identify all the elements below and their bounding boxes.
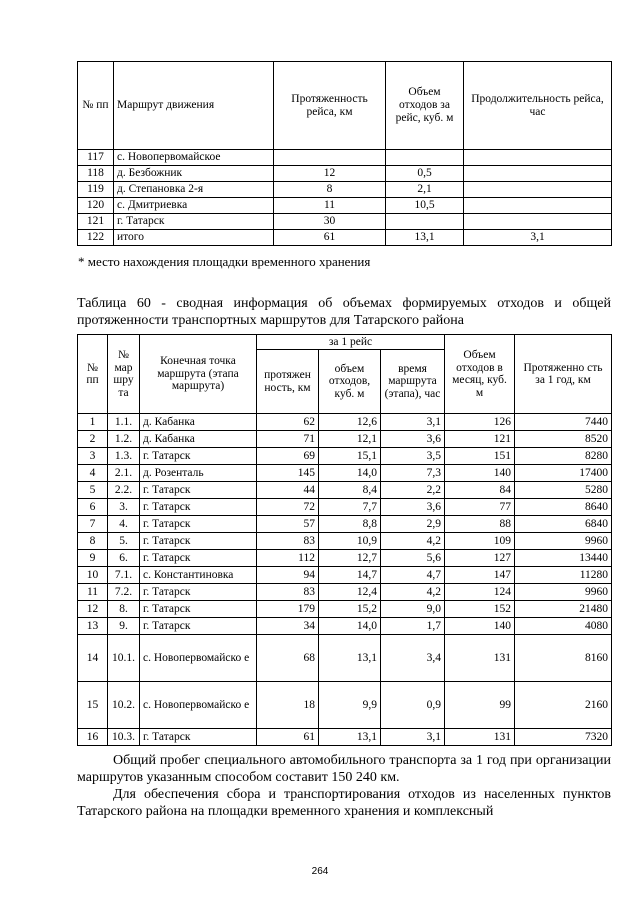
row-number: 3 (78, 448, 108, 465)
table-row (78, 550, 612, 567)
header-endpoint: Конечная точка маршрута (этапа маршрута) (140, 335, 257, 414)
row-route-no: 6. (108, 550, 140, 567)
row-number: 13 (78, 618, 108, 635)
row-route-no: 1.1. (108, 414, 140, 431)
row-volume: 12,4 (319, 584, 381, 601)
row-number: 118 (78, 166, 114, 182)
row-number: 121 (78, 214, 114, 230)
row-volume: 13,1 (386, 230, 464, 246)
row-volume (386, 150, 464, 166)
row-route-no: 3. (108, 499, 140, 516)
row-volume: 12,1 (319, 431, 381, 448)
row-endpoint: с. Новопервомайско е (140, 682, 257, 729)
row-time: 4,7 (381, 567, 445, 584)
row-length: 57 (257, 516, 319, 533)
table-row (78, 182, 612, 198)
row-monthly-volume: 124 (445, 584, 515, 601)
row-volume: 10,9 (319, 533, 381, 550)
row-number: 122 (78, 230, 114, 246)
row-yearly-length: 21480 (515, 601, 612, 618)
row-time: 3,1 (381, 414, 445, 431)
table-row (78, 448, 612, 465)
row-number: 4 (78, 465, 108, 482)
row-time: 3,6 (381, 431, 445, 448)
header-route-no: № мар шру та (108, 335, 140, 414)
row-monthly-volume: 140 (445, 618, 515, 635)
row-length: 72 (257, 499, 319, 516)
row-volume: 14,7 (319, 567, 381, 584)
row-monthly-volume: 140 (445, 465, 515, 482)
row-yearly-length: 7440 (515, 414, 612, 431)
row-yearly-length: 9960 (515, 533, 612, 550)
row-endpoint: г. Татарск (140, 482, 257, 499)
header-length: Протяженность рейса, км (274, 62, 386, 150)
row-endpoint: с. Новопервомайско е (140, 635, 257, 682)
row-number: 8 (78, 533, 108, 550)
row-route-no: 2.1. (108, 465, 140, 482)
row-endpoint: г. Татарск (140, 550, 257, 567)
row-volume: 12,7 (319, 550, 381, 567)
row-time: 5,6 (381, 550, 445, 567)
row-number: 11 (78, 584, 108, 601)
row-number: 120 (78, 198, 114, 214)
row-route: с. Дмитриевка (114, 198, 274, 214)
row-yearly-length: 8280 (515, 448, 612, 465)
row-route-no: 1.2. (108, 431, 140, 448)
row-endpoint: г. Татарск (140, 729, 257, 746)
summary-table-body (78, 414, 612, 746)
row-route: с. Новопервомайское (114, 150, 274, 166)
row-endpoint: с. Константиновка (140, 567, 257, 584)
row-volume (386, 214, 464, 230)
row-length (274, 150, 386, 166)
row-route-no: 5. (108, 533, 140, 550)
row-route-no: 7.2. (108, 584, 140, 601)
row-monthly-volume: 152 (445, 601, 515, 618)
row-time: 4,2 (381, 584, 445, 601)
row-monthly-volume: 126 (445, 414, 515, 431)
row-yearly-length: 8160 (515, 635, 612, 682)
row-time: 9,0 (381, 601, 445, 618)
row-length: 69 (257, 448, 319, 465)
row-number: 117 (78, 150, 114, 166)
table-row (78, 618, 612, 635)
row-volume: 0,5 (386, 166, 464, 182)
row-time: 7,3 (381, 465, 445, 482)
row-length: 18 (257, 682, 319, 729)
caption-line-1: Таблица 60 - сводная информация об объемах формируемых отходов и общей (77, 296, 611, 311)
row-volume: 2,1 (386, 182, 464, 198)
row-route-no: 4. (108, 516, 140, 533)
table-caption (77, 295, 611, 329)
row-monthly-volume: 84 (445, 482, 515, 499)
row-volume: 7,7 (319, 499, 381, 516)
row-monthly-volume: 99 (445, 682, 515, 729)
table-row (78, 682, 612, 729)
row-yearly-length: 13440 (515, 550, 612, 567)
table-row (78, 482, 612, 499)
row-time: 3,1 (381, 729, 445, 746)
row-length: 145 (257, 465, 319, 482)
header-per-trip: за 1 рейс (257, 335, 445, 350)
header-route: Маршрут движения (114, 62, 274, 150)
row-volume: 13,1 (319, 635, 381, 682)
row-number: 10 (78, 567, 108, 584)
row-route-no: 10.3. (108, 729, 140, 746)
row-route-no: 9. (108, 618, 140, 635)
row-number: 14 (78, 635, 108, 682)
row-length: 8 (274, 182, 386, 198)
row-route-no: 1.3. (108, 448, 140, 465)
row-length: 61 (257, 729, 319, 746)
row-length: 61 (274, 230, 386, 246)
row-length: 179 (257, 601, 319, 618)
row-duration (464, 150, 612, 166)
routes-table-body (78, 150, 612, 246)
table-row (78, 214, 612, 230)
row-length: 12 (274, 166, 386, 182)
row-yearly-length: 7320 (515, 729, 612, 746)
header-num: № пп (78, 335, 108, 414)
header-duration: Продолжительность рейса, час (464, 62, 612, 150)
row-yearly-length: 6840 (515, 516, 612, 533)
table-row (78, 230, 612, 246)
row-time: 4,2 (381, 533, 445, 550)
row-monthly-volume: 131 (445, 635, 515, 682)
table-row (78, 516, 612, 533)
summary-table (77, 334, 612, 746)
row-endpoint: г. Татарск (140, 448, 257, 465)
row-endpoint: д. Кабанка (140, 414, 257, 431)
row-monthly-volume: 88 (445, 516, 515, 533)
summary-header-row-1 (78, 335, 612, 350)
row-number: 15 (78, 682, 108, 729)
table-row (78, 198, 612, 214)
row-yearly-length: 2160 (515, 682, 612, 729)
header-monthly-volume: Объем отходов в месяц, куб. м (445, 335, 515, 414)
row-number: 119 (78, 182, 114, 198)
header-volume: Объем отходов за рейс, куб. м (386, 62, 464, 150)
row-duration (464, 182, 612, 198)
row-volume: 14,0 (319, 465, 381, 482)
table-row (78, 533, 612, 550)
row-number: 12 (78, 601, 108, 618)
row-route-no: 2.2. (108, 482, 140, 499)
row-yearly-length: 8520 (515, 431, 612, 448)
row-yearly-length: 4080 (515, 618, 612, 635)
row-yearly-length: 8640 (515, 499, 612, 516)
paragraph-collection: Для обеспечения сбора и транспортирования отходов из населенных пунктов Татарского района на площадки временного хранения и комплексный (77, 787, 611, 819)
row-length: 62 (257, 414, 319, 431)
row-volume: 15,2 (319, 601, 381, 618)
row-route: д. Степановка 2-я (114, 182, 274, 198)
row-route-no: 10.2. (108, 682, 140, 729)
row-length: 83 (257, 533, 319, 550)
footnote: * место нахождения площадки временного хранения (78, 254, 371, 269)
table-row (78, 499, 612, 516)
row-length: 11 (274, 198, 386, 214)
table-row (78, 729, 612, 746)
row-length: 94 (257, 567, 319, 584)
row-time: 2,9 (381, 516, 445, 533)
header-time: время маршрута (этапа), час (381, 350, 445, 414)
row-length: 83 (257, 584, 319, 601)
row-yearly-length: 11280 (515, 567, 612, 584)
header-num: № пп (78, 62, 114, 150)
row-time: 1,7 (381, 618, 445, 635)
row-monthly-volume: 77 (445, 499, 515, 516)
row-volume: 12,6 (319, 414, 381, 431)
table-row (78, 414, 612, 431)
row-endpoint: г. Татарск (140, 499, 257, 516)
table-row (78, 584, 612, 601)
row-number: 7 (78, 516, 108, 533)
table-row (78, 567, 612, 584)
row-yearly-length: 17400 (515, 465, 612, 482)
row-volume: 8,4 (319, 482, 381, 499)
row-duration: 3,1 (464, 230, 612, 246)
row-route-no: 8. (108, 601, 140, 618)
row-endpoint: д. Кабанка (140, 431, 257, 448)
row-endpoint: г. Татарск (140, 584, 257, 601)
row-monthly-volume: 121 (445, 431, 515, 448)
row-route: итого (114, 230, 274, 246)
header-yearly-length: Протяженно сть за 1 год, км (515, 335, 612, 414)
table-header-row (78, 62, 612, 150)
row-endpoint: г. Татарск (140, 533, 257, 550)
row-volume: 9,9 (319, 682, 381, 729)
row-number: 1 (78, 414, 108, 431)
row-route-no: 10.1. (108, 635, 140, 682)
row-length: 34 (257, 618, 319, 635)
row-duration (464, 214, 612, 230)
routes-table-continuation (77, 61, 612, 246)
table-row (78, 635, 612, 682)
row-yearly-length: 9960 (515, 584, 612, 601)
row-time: 3,6 (381, 499, 445, 516)
row-time: 3,5 (381, 448, 445, 465)
row-monthly-volume: 147 (445, 567, 515, 584)
row-route-no: 7.1. (108, 567, 140, 584)
row-duration (464, 166, 612, 182)
row-endpoint: г. Татарск (140, 601, 257, 618)
row-volume: 13,1 (319, 729, 381, 746)
row-duration (464, 198, 612, 214)
row-endpoint: д. Розенталь (140, 465, 257, 482)
row-length: 44 (257, 482, 319, 499)
row-number: 6 (78, 499, 108, 516)
row-monthly-volume: 127 (445, 550, 515, 567)
row-number: 16 (78, 729, 108, 746)
row-time: 2,2 (381, 482, 445, 499)
row-endpoint: г. Татарск (140, 618, 257, 635)
row-volume: 10,5 (386, 198, 464, 214)
caption-line-2: протяженности транспортных маршрутов для Татарского района (77, 313, 464, 328)
header-length: протяжен ность, км (257, 350, 319, 414)
table-row (78, 465, 612, 482)
row-length: 112 (257, 550, 319, 567)
row-number: 5 (78, 482, 108, 499)
page-number: 264 (311, 866, 329, 877)
row-time: 0,9 (381, 682, 445, 729)
row-length: 30 (274, 214, 386, 230)
row-volume: 14,0 (319, 618, 381, 635)
table-row (78, 150, 612, 166)
row-route: г. Татарск (114, 214, 274, 230)
row-volume: 8,8 (319, 516, 381, 533)
row-time: 3,4 (381, 635, 445, 682)
row-monthly-volume: 131 (445, 729, 515, 746)
row-route: д. Безбожник (114, 166, 274, 182)
row-monthly-volume: 109 (445, 533, 515, 550)
row-number: 2 (78, 431, 108, 448)
row-yearly-length: 5280 (515, 482, 612, 499)
table-row (78, 166, 612, 182)
table-row (78, 431, 612, 448)
paragraph-total-mileage: Общий пробег специального автомобильного транспорта за 1 год при организации маршрутов указанным способом составит 150 240 км. (77, 753, 611, 785)
row-number: 9 (78, 550, 108, 567)
row-volume: 15,1 (319, 448, 381, 465)
row-endpoint: г. Татарск (140, 516, 257, 533)
header-volume: объем отходов, куб. м (319, 350, 381, 414)
row-length: 68 (257, 635, 319, 682)
row-length: 71 (257, 431, 319, 448)
table-row (78, 601, 612, 618)
row-monthly-volume: 151 (445, 448, 515, 465)
